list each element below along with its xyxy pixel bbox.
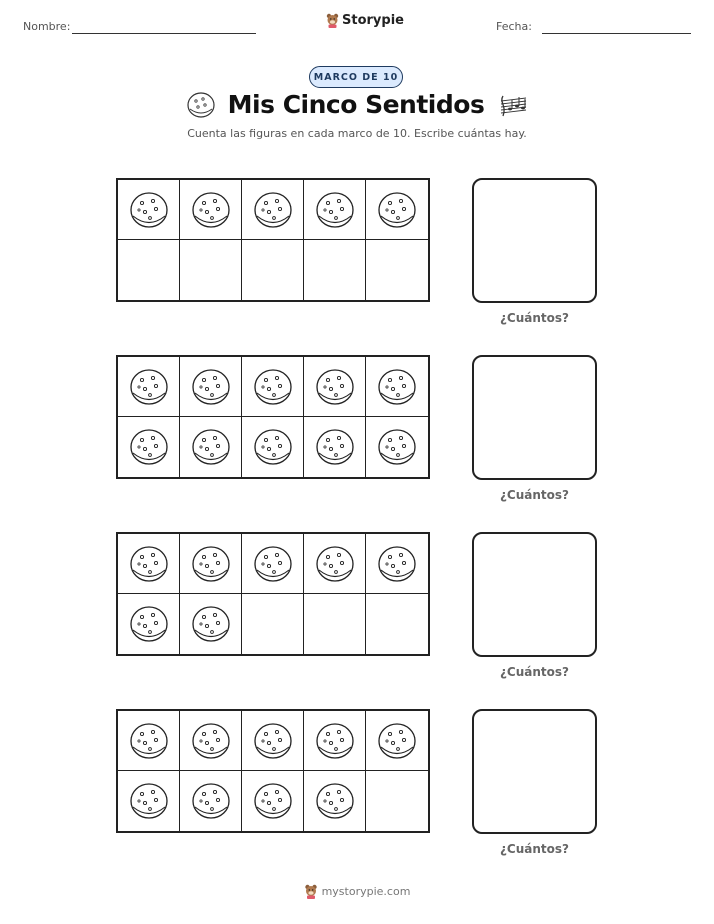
worksheet-badge: MARCO DE 10 xyxy=(309,66,403,88)
frame-cell xyxy=(304,711,366,771)
frame-cell xyxy=(304,594,366,654)
frame-cell xyxy=(118,240,180,300)
cookie-icon xyxy=(315,428,355,466)
answer-box-4[interactable] xyxy=(472,709,597,834)
cookie-icon xyxy=(253,782,293,820)
page-title: Mis Cinco Sentidos xyxy=(227,90,485,119)
cookie-icon xyxy=(315,545,355,583)
frame-cell xyxy=(180,357,242,417)
cookie-icon xyxy=(191,368,231,406)
frame-cell xyxy=(242,594,304,654)
frame-cell xyxy=(366,180,428,240)
cookie-icon xyxy=(129,782,169,820)
date-label: Fecha: xyxy=(496,20,532,33)
frame-cell xyxy=(304,180,366,240)
cookie-icon xyxy=(191,722,231,760)
frame-cell xyxy=(366,357,428,417)
cookie-icon xyxy=(191,605,231,643)
cookie-icon xyxy=(377,545,417,583)
name-line[interactable] xyxy=(72,33,256,34)
cookie-icon xyxy=(315,368,355,406)
cookie-icon xyxy=(191,545,231,583)
cookie-icon xyxy=(129,368,169,406)
cookie-icon xyxy=(129,605,169,643)
frame-cell xyxy=(366,534,428,594)
ten-frame-4 xyxy=(116,709,430,833)
ten-frame-2 xyxy=(116,355,430,479)
cookie-icon xyxy=(129,428,169,466)
frame-cell xyxy=(118,594,180,654)
cookie-icon xyxy=(191,191,231,229)
cookie-icon xyxy=(253,191,293,229)
answer-label-3: ¿Cuántos? xyxy=(499,665,570,679)
title-row xyxy=(0,90,714,119)
ten-frame-1 xyxy=(116,178,430,302)
cookie-icon xyxy=(191,782,231,820)
answer-box-2[interactable] xyxy=(472,355,597,480)
frame-cell xyxy=(180,240,242,300)
frame-cell xyxy=(180,417,242,477)
frame-cell xyxy=(242,771,304,831)
ten-frame-3 xyxy=(116,532,430,656)
cookie-icon xyxy=(129,545,169,583)
cookie-icon xyxy=(253,545,293,583)
music-notes-icon xyxy=(496,92,528,118)
cookie-icon xyxy=(377,722,417,760)
date-line[interactable] xyxy=(542,33,691,34)
frame-cell xyxy=(242,417,304,477)
cookie-icon xyxy=(377,191,417,229)
footer xyxy=(0,884,714,899)
frame-cell xyxy=(180,711,242,771)
frame-cell xyxy=(180,180,242,240)
frame-cell xyxy=(118,180,180,240)
frame-cell xyxy=(366,594,428,654)
cookie-icon xyxy=(129,191,169,229)
cookie-icon xyxy=(315,191,355,229)
frame-cell xyxy=(366,771,428,831)
frame-cell xyxy=(304,240,366,300)
cookie-icon xyxy=(253,722,293,760)
bear-mascot-icon xyxy=(326,13,339,28)
frame-cell xyxy=(118,771,180,831)
brand-logo xyxy=(326,13,404,28)
frame-cell xyxy=(242,240,304,300)
frame-cell xyxy=(242,357,304,417)
answer-label-4: ¿Cuántos? xyxy=(499,842,570,856)
frame-cell xyxy=(118,534,180,594)
name-label: Nombre: xyxy=(23,20,71,33)
answer-label-2: ¿Cuántos? xyxy=(499,488,570,502)
frame-cell xyxy=(304,534,366,594)
cookie-icon xyxy=(315,782,355,820)
frame-cell xyxy=(180,534,242,594)
cookie-icon xyxy=(315,722,355,760)
frame-cell xyxy=(366,417,428,477)
answer-box-1[interactable] xyxy=(472,178,597,303)
frame-cell xyxy=(242,711,304,771)
frame-cell xyxy=(118,417,180,477)
frame-cell xyxy=(366,711,428,771)
frame-cell xyxy=(180,594,242,654)
cookie-icon xyxy=(253,428,293,466)
frame-cell xyxy=(242,180,304,240)
cookie-icon xyxy=(129,722,169,760)
cookie-icon xyxy=(377,428,417,466)
answer-box-3[interactable] xyxy=(472,532,597,657)
bear-mascot-icon xyxy=(304,884,318,899)
frame-cell xyxy=(304,357,366,417)
frame-cell xyxy=(118,711,180,771)
frame-cell xyxy=(180,771,242,831)
frame-cell xyxy=(242,534,304,594)
cookie-icon xyxy=(377,368,417,406)
brand-name: Storypie xyxy=(342,13,404,28)
answer-label-1: ¿Cuántos? xyxy=(499,311,570,325)
instructions: Cuenta las figuras en cada marco de 10. Escribe cuántas hay. xyxy=(187,127,527,140)
frame-cell xyxy=(118,357,180,417)
frame-cell xyxy=(304,771,366,831)
footer-url: mystorypie.com xyxy=(321,885,411,898)
cookie-icon xyxy=(253,368,293,406)
frame-cell xyxy=(304,417,366,477)
cookie-icon xyxy=(191,428,231,466)
frame-cell xyxy=(366,240,428,300)
cookie-icon xyxy=(186,91,216,119)
